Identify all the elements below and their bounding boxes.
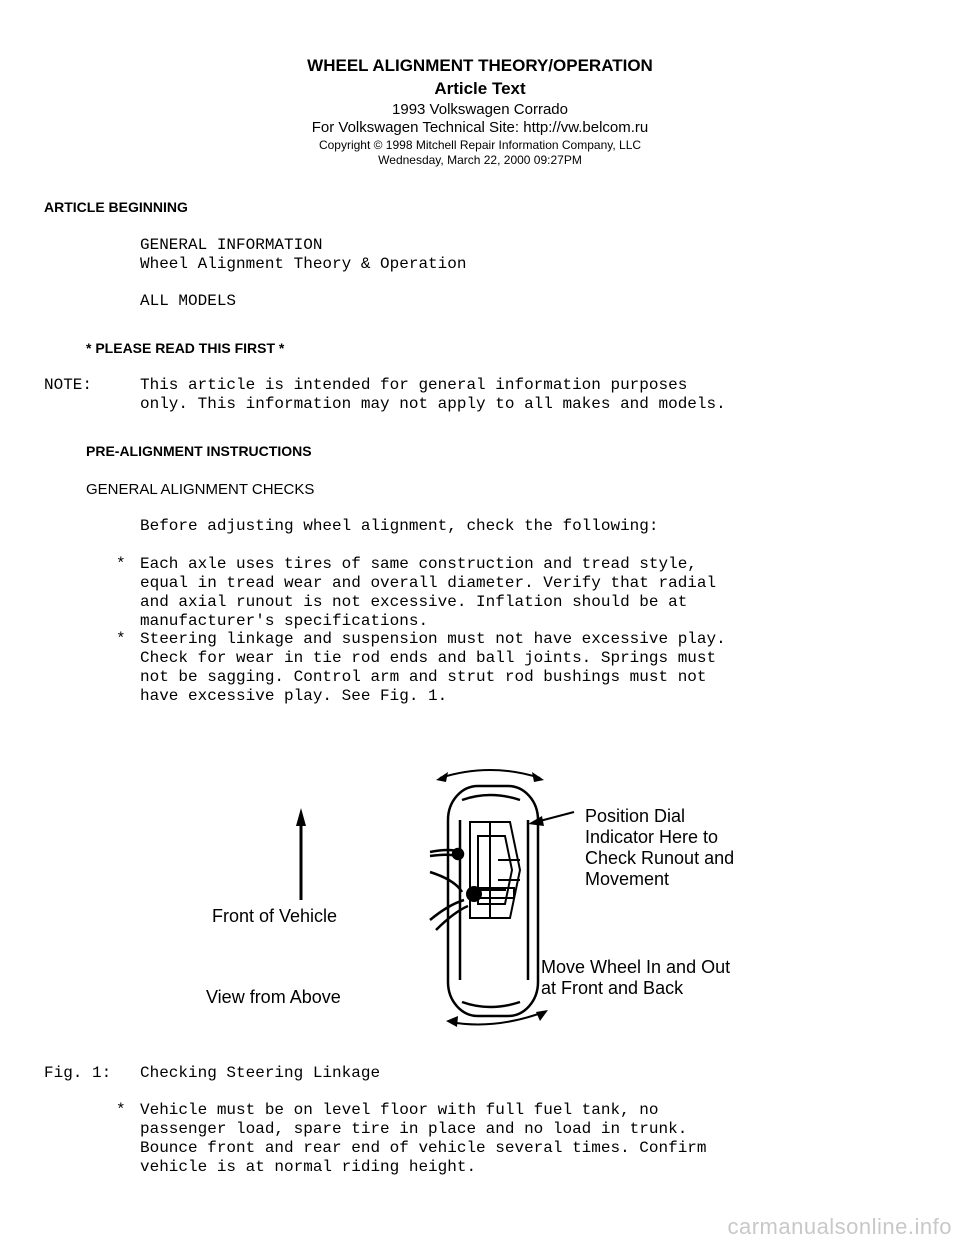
- move-wheel-label: Move Wheel In and Out at Front and Back: [541, 957, 731, 998]
- bullet-marker: *: [116, 555, 126, 573]
- topic-title: Wheel Alignment Theory & Operation: [140, 255, 467, 273]
- figure-caption-label: Fig. 1:: [44, 1064, 112, 1082]
- models: ALL MODELS: [140, 292, 237, 310]
- watermark: carmanualsonline.info: [727, 1214, 952, 1239]
- bullet-marker: *: [116, 1101, 126, 1119]
- doc-date: Wednesday, March 22, 2000 09:27PM: [378, 153, 582, 167]
- bottom-motion-arrow-icon: [446, 1010, 548, 1027]
- bullet-line: not be sagging. Control arm and strut rod bushings must not: [140, 668, 707, 686]
- position-dial-label: Position Dial Indicator Here to Check Runout and Movement: [585, 806, 735, 889]
- doc-copyright: Copyright © 1998 Mitchell Repair Information Company, LLC: [318, 138, 642, 152]
- bullet-line: equal in tread wear and overall diameter. Verify that radial: [140, 574, 717, 592]
- figure-caption-text: Checking Steering Linkage: [140, 1064, 381, 1082]
- bullet-line: Bounce front and rear end of vehicle several times. Confirm: [140, 1139, 707, 1157]
- intro-text: Before adjusting wheel alignment, check the following:: [140, 517, 659, 535]
- note-line: This article is intended for general information purposes: [140, 376, 688, 394]
- please-read-heading: * PLEASE READ THIS FIRST *: [86, 340, 285, 356]
- wheel-hub: [467, 822, 520, 918]
- bullet-line: and axial runout is not excessive. Inflation should be at: [140, 593, 688, 611]
- bullet-line: Vehicle must be on level floor with full fuel tank, no: [140, 1101, 659, 1119]
- bullet-line: have excessive play. See Fig. 1.: [140, 687, 448, 705]
- general-checks-heading: GENERAL ALIGNMENT CHECKS: [86, 481, 315, 498]
- bullet-line: passenger load, spare tire in place and no load in trunk.: [140, 1120, 688, 1138]
- doc-site: For Volkswagen Technical Site: http://vw.belcom.ru: [311, 119, 649, 136]
- pre-alignment-heading: PRE-ALIGNMENT INSTRUCTIONS: [86, 443, 312, 459]
- note-line: only. This information may not apply to all makes and models.: [140, 395, 726, 413]
- article-beginning: ARTICLE BEGINNING: [44, 199, 188, 215]
- bullet-line: Steering linkage and suspension must not have excessive play.: [140, 630, 726, 648]
- bullet-line: Check for wear in tie rod ends and ball joints. Springs must: [140, 649, 717, 667]
- front-arrow-icon: [296, 808, 306, 900]
- doc-subtitle: Article Text: [434, 79, 526, 98]
- front-of-vehicle-label: Front of Vehicle: [212, 906, 338, 926]
- bullet-line: vehicle is at normal riding height.: [140, 1158, 477, 1176]
- bullet-line: manufacturer's specifications.: [140, 612, 429, 630]
- dial-pointer-arrow-icon: [528, 812, 574, 826]
- top-motion-arrow-icon: [436, 770, 544, 782]
- wheel-diagram: [0, 740, 960, 1040]
- general-information: GENERAL INFORMATION: [140, 236, 323, 254]
- bullet-line: Each axle uses tires of same construction and tread style,: [140, 555, 697, 573]
- note-label: NOTE:: [44, 376, 93, 394]
- view-from-above-label: View from Above: [206, 987, 341, 1007]
- doc-title: WHEEL ALIGNMENT THEORY/OPERATION: [307, 56, 653, 75]
- doc-vehicle: 1993 Volkswagen Corrado: [392, 101, 568, 118]
- bullet-marker: *: [116, 630, 126, 648]
- figure-steering-linkage: [0, 740, 960, 1040]
